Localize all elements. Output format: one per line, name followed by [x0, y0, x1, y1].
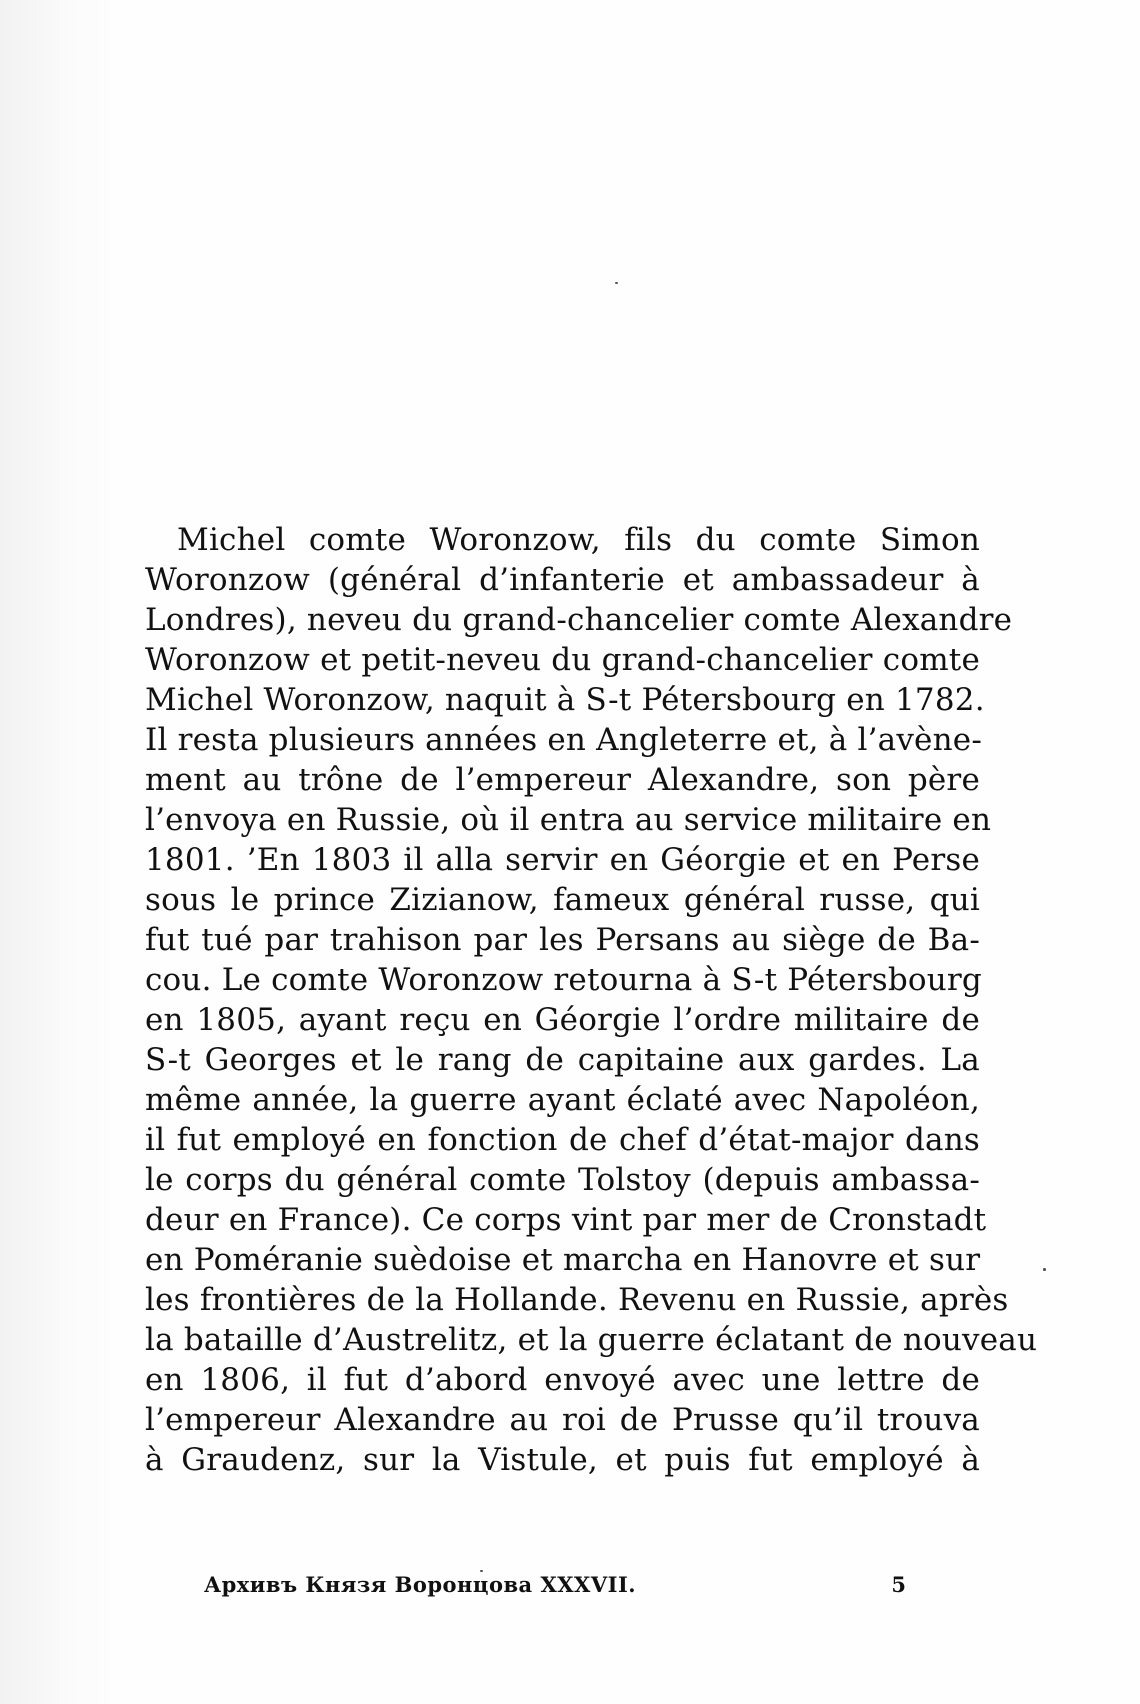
- text-line: en Poméranie suèdoise et marcha en Hanovre et sur: [145, 1242, 981, 1278]
- text-line: en 1806, il fut d’abord envoyé avec une lettre de: [145, 1362, 980, 1398]
- text-line: Il resta plusieurs années en Angleterre et, à l’avène-: [145, 722, 982, 758]
- text-line: il fut employé en fonction de chef d’état-major dans: [145, 1122, 980, 1158]
- text-line: S-t Georges et le rang de capitaine aux gardes. La: [145, 1042, 980, 1078]
- running-title: Архивъ Князя Воронцова XXXVII.: [204, 1572, 637, 1597]
- text-line: la bataille d’Austrelitz, et la guerre éclatant de nouveau: [145, 1322, 1038, 1358]
- text-line: Michel comte Woronzow, fils du comte Simon: [177, 522, 980, 558]
- page-footer: [204, 1572, 914, 1608]
- text-line: Michel Woronzow, naquit à S-t Pétersbourg en 1782.: [145, 682, 985, 718]
- text-line: l’empereur Alexandre au roi de Prusse qu’il trouva: [145, 1402, 980, 1438]
- body-paragraph: [145, 520, 1038, 1480]
- print-speck: [1043, 1268, 1046, 1271]
- text-line: Woronzow (général d’infanterie et ambassadeur à: [145, 562, 980, 598]
- text-line: l’envoya en Russie, où il entra au service militaire en: [145, 802, 992, 838]
- text-line: les frontières de la Hollande. Revenu en Russie, après: [145, 1282, 1009, 1318]
- text-line: deur en France). Ce corps vint par mer de Cronstadt: [145, 1202, 987, 1238]
- text-line: Londres), neveu du grand-chancelier comte Alexandre: [145, 602, 1013, 638]
- signature-mark: 5: [891, 1572, 906, 1597]
- text-line: cou. Le comte Woronzow retourna à S-t Pétersbourg: [145, 962, 982, 998]
- text-line: même année, la guerre ayant éclaté avec Napoléon,: [145, 1082, 980, 1118]
- text-line: Woronzow et petit-neveu du grand-chancelier comte: [145, 642, 980, 678]
- text-line: fut tué par trahison par les Persans au siège de Ba-: [145, 922, 980, 958]
- binding-gutter-shadow: [0, 0, 120, 1704]
- text-line: 1801. ’En 1803 il alla servir en Géorgie et en Perse: [145, 842, 980, 878]
- text-line: à Graudenz, sur la Vistule, et puis fut employé à: [145, 1442, 980, 1478]
- text-line: ment au trône de l’empereur Alexandre, son père: [145, 762, 980, 798]
- text-line: le corps du général comte Tolstoy (depuis ambassa-: [145, 1162, 980, 1198]
- text-line: en 1805, ayant reçu en Géorgie l’ordre militaire de: [145, 1002, 980, 1038]
- text-line: sous le prince Zizianow, fameux général russe, qui: [145, 882, 980, 918]
- print-speck: [615, 282, 618, 284]
